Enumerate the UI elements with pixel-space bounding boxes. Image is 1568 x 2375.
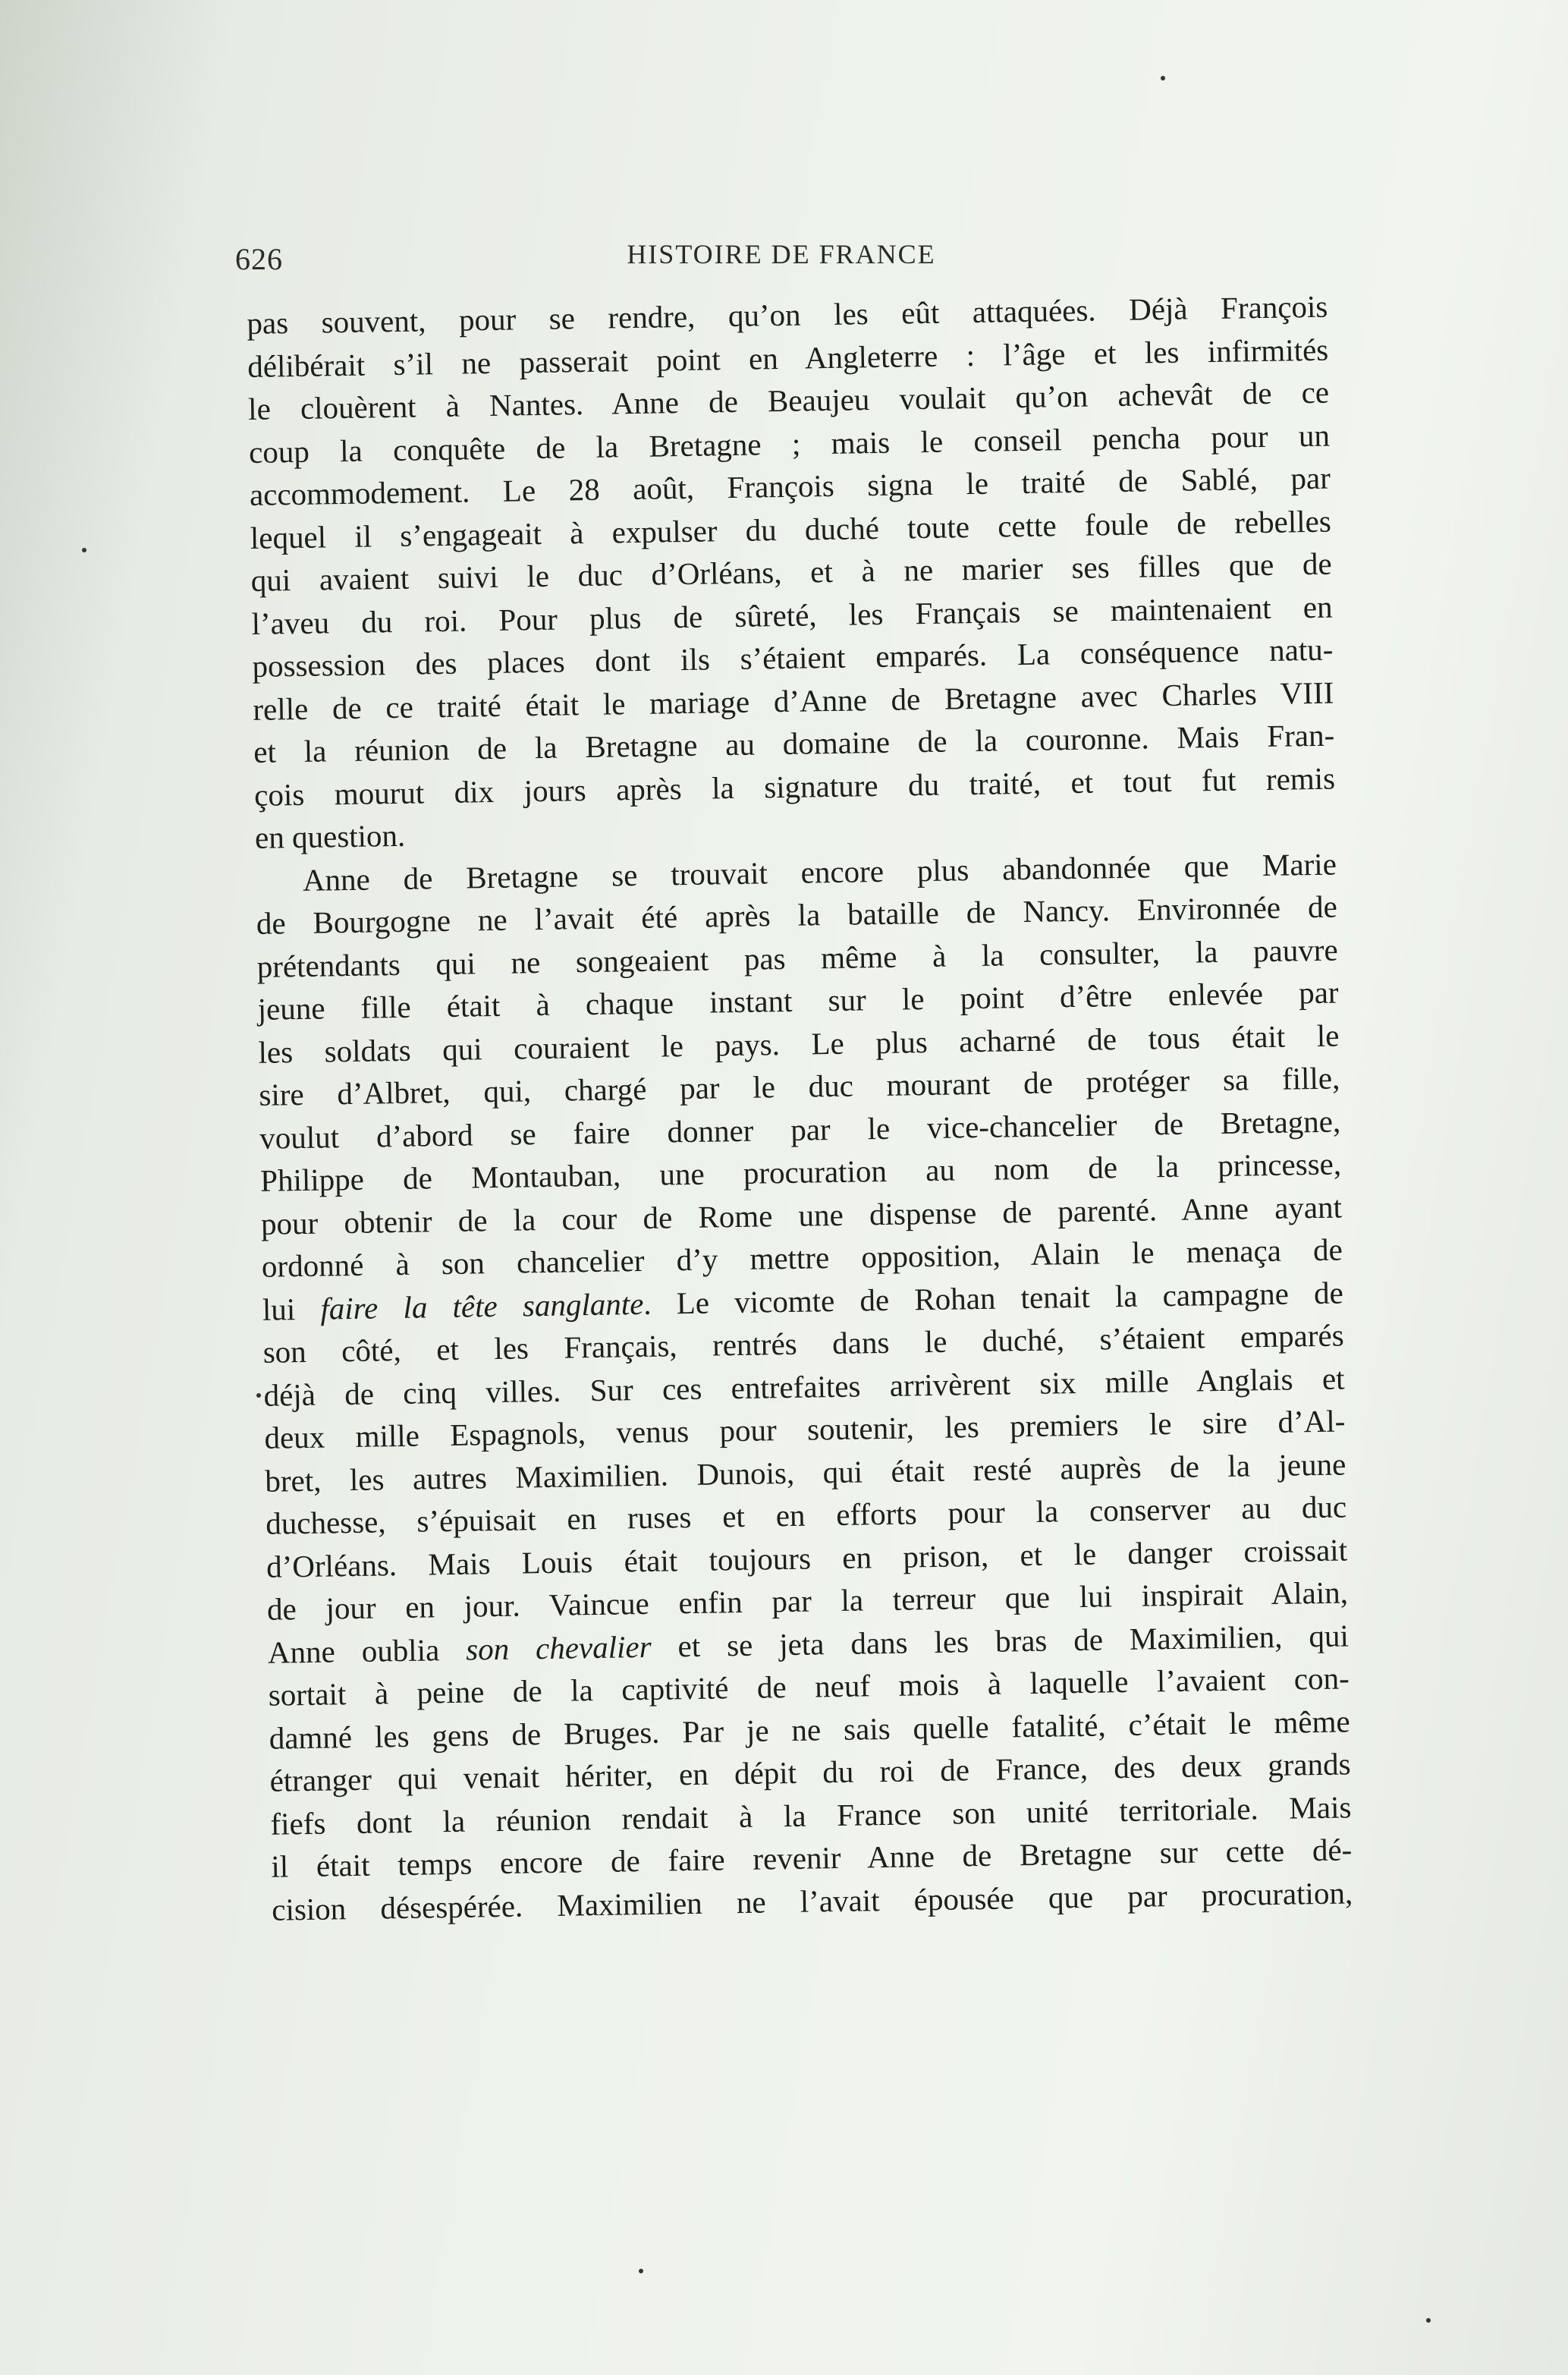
text-line: deux mille Espagnols, venus pour soutenir, les premiers le sire d’Al-: [264, 1403, 1346, 1455]
paper-speck: [639, 2269, 643, 2273]
text-line: son côté, et les Français, rentrés dans le duché, s’étaient emparés: [262, 1317, 1344, 1370]
text-line: relle de ce traité était le mariage d’Anne de Bretagne avec Charles VIII: [253, 675, 1334, 727]
running-title: HISTOIRE DE FRANCE: [627, 239, 936, 269]
text-line: étranger qui venait hériter, en dépit du roi de France, des deux grands: [269, 1746, 1351, 1798]
text-line: pas souvent, pour se rendre, qu’on les eût attaquées. Déjà François: [247, 288, 1328, 341]
page-header: [235, 241, 1343, 279]
paragraph-2: [256, 842, 1353, 1931]
text-line: sire d’Albret, qui, chargé par le duc mourant de protéger sa fille,: [259, 1060, 1340, 1112]
paper-speck: [1426, 2318, 1431, 2323]
page-number: 626: [235, 242, 283, 276]
line-text-end: et se jeta dans les bras de Maximilien, qui: [651, 1617, 1350, 1664]
text-line: déjà de cinq villes. Sur ces entrefaites arrivèrent six mille Anglais et: [263, 1360, 1345, 1413]
text-line: pour obtenir de la cour de Rome une dispense de parenté. Anne ayant: [260, 1188, 1343, 1241]
line-text-end: . Le vicomte de Rohan tenait la campagne de: [643, 1274, 1344, 1321]
text-line: l’aveu du roi. Pour plus de sûreté, les Français se maintenaient en: [251, 589, 1333, 641]
text-line: les soldats qui couraient le pays. Le plus acharné de tous était le: [258, 1017, 1340, 1070]
text-line: sortait à peine de la captivité de neuf mois à laquelle l’avaient con-: [268, 1660, 1350, 1713]
text-line: damné les gens de Bruges. Par je ne sais quelle fatalité, c’était le même: [269, 1703, 1350, 1756]
text-line: fiefs dont la réunion rendait à la France son unité territoriale. Mais: [270, 1788, 1352, 1842]
line-text-start: lui: [262, 1291, 321, 1327]
text-line: voulut d’abord se faire donner par le vice-chancelier de Bretagne,: [259, 1103, 1341, 1156]
text-line: coup la conquête de la Bretagne ; mais le conseil pencha pour un: [248, 417, 1331, 470]
text-line: d’Orléans. Mais Louis était toujours en prison, et le danger croissait: [266, 1531, 1348, 1584]
text-line: et la réunion de la Bretagne au domaine de la couronne. Mais Fran-: [253, 717, 1335, 769]
text-line: bret, les autres Maximilien. Dunois, qui était resté auprès de la jeune: [265, 1445, 1346, 1499]
text-line: ordonné à son chancelier d’y mettre opposition, Alain le menaça de: [261, 1232, 1343, 1284]
paragraph-1: [247, 285, 1336, 860]
text-line: accommodement. Le 28 août, François signa le traité de Sablé, par: [249, 460, 1331, 512]
text-line: il était temps encore de faire revenir Anne de Bretagne sur cette dé-: [271, 1832, 1353, 1884]
body-text: [247, 285, 1353, 1931]
text-line: cision désespérée. Maximilien ne l’avait épousée que par procuration,: [271, 1874, 1353, 1927]
text-line: le clouèrent à Nantes. Anne de Beaujeu voulait qu’on achevât de ce: [247, 374, 1330, 426]
italic-phrase: faire la tête sanglante: [319, 1285, 644, 1326]
text-line: duchesse, s’épuisait en ruses et en efforts pour la conserver au duc: [265, 1489, 1347, 1541]
text-line: jeune fille était à chaque instant sur le point d’être enlevée par: [257, 974, 1339, 1027]
text-line: Philippe de Montauban, une procuration au nom de la princesse,: [259, 1146, 1342, 1198]
paper-speck: [82, 548, 86, 552]
text-line: prétendants qui ne songeaient pas même à la consulter, la pauvre: [256, 932, 1338, 984]
paper-speck: [256, 1393, 261, 1398]
text-line: en question.: [254, 817, 406, 855]
text-line: de Bourgogne ne l’avait été après la bataille de Nancy. Environnée de: [256, 889, 1338, 941]
paper-speck: [1161, 76, 1165, 80]
text-line: délibérait s’il ne passerait point en Angleterre : l’âge et les infirmités: [247, 332, 1329, 384]
text-line: de jour en jour. Vaincue enfin par la terreur que lui inspirait Alain,: [266, 1574, 1349, 1627]
line-text-start: Anne oublia: [267, 1631, 467, 1670]
text-line: possession des places dont ils s’étaient emparés. La conséquence natu-: [252, 631, 1334, 684]
text-line: Anne de Bretagne se trouvait encore plus abandonnée que Marie: [302, 846, 1337, 898]
text-line: lequel il s’engageait à expulser du duché toute cette foule de rebelles: [250, 503, 1332, 555]
text-line: çois mourut dix jours après la signature du traité, et tout fut remis: [253, 760, 1336, 813]
italic-phrase: son chevalier: [465, 1628, 652, 1667]
text-line: qui avaient suivi le duc d’Orléans, et à ne marier ses filles que de: [250, 546, 1332, 598]
